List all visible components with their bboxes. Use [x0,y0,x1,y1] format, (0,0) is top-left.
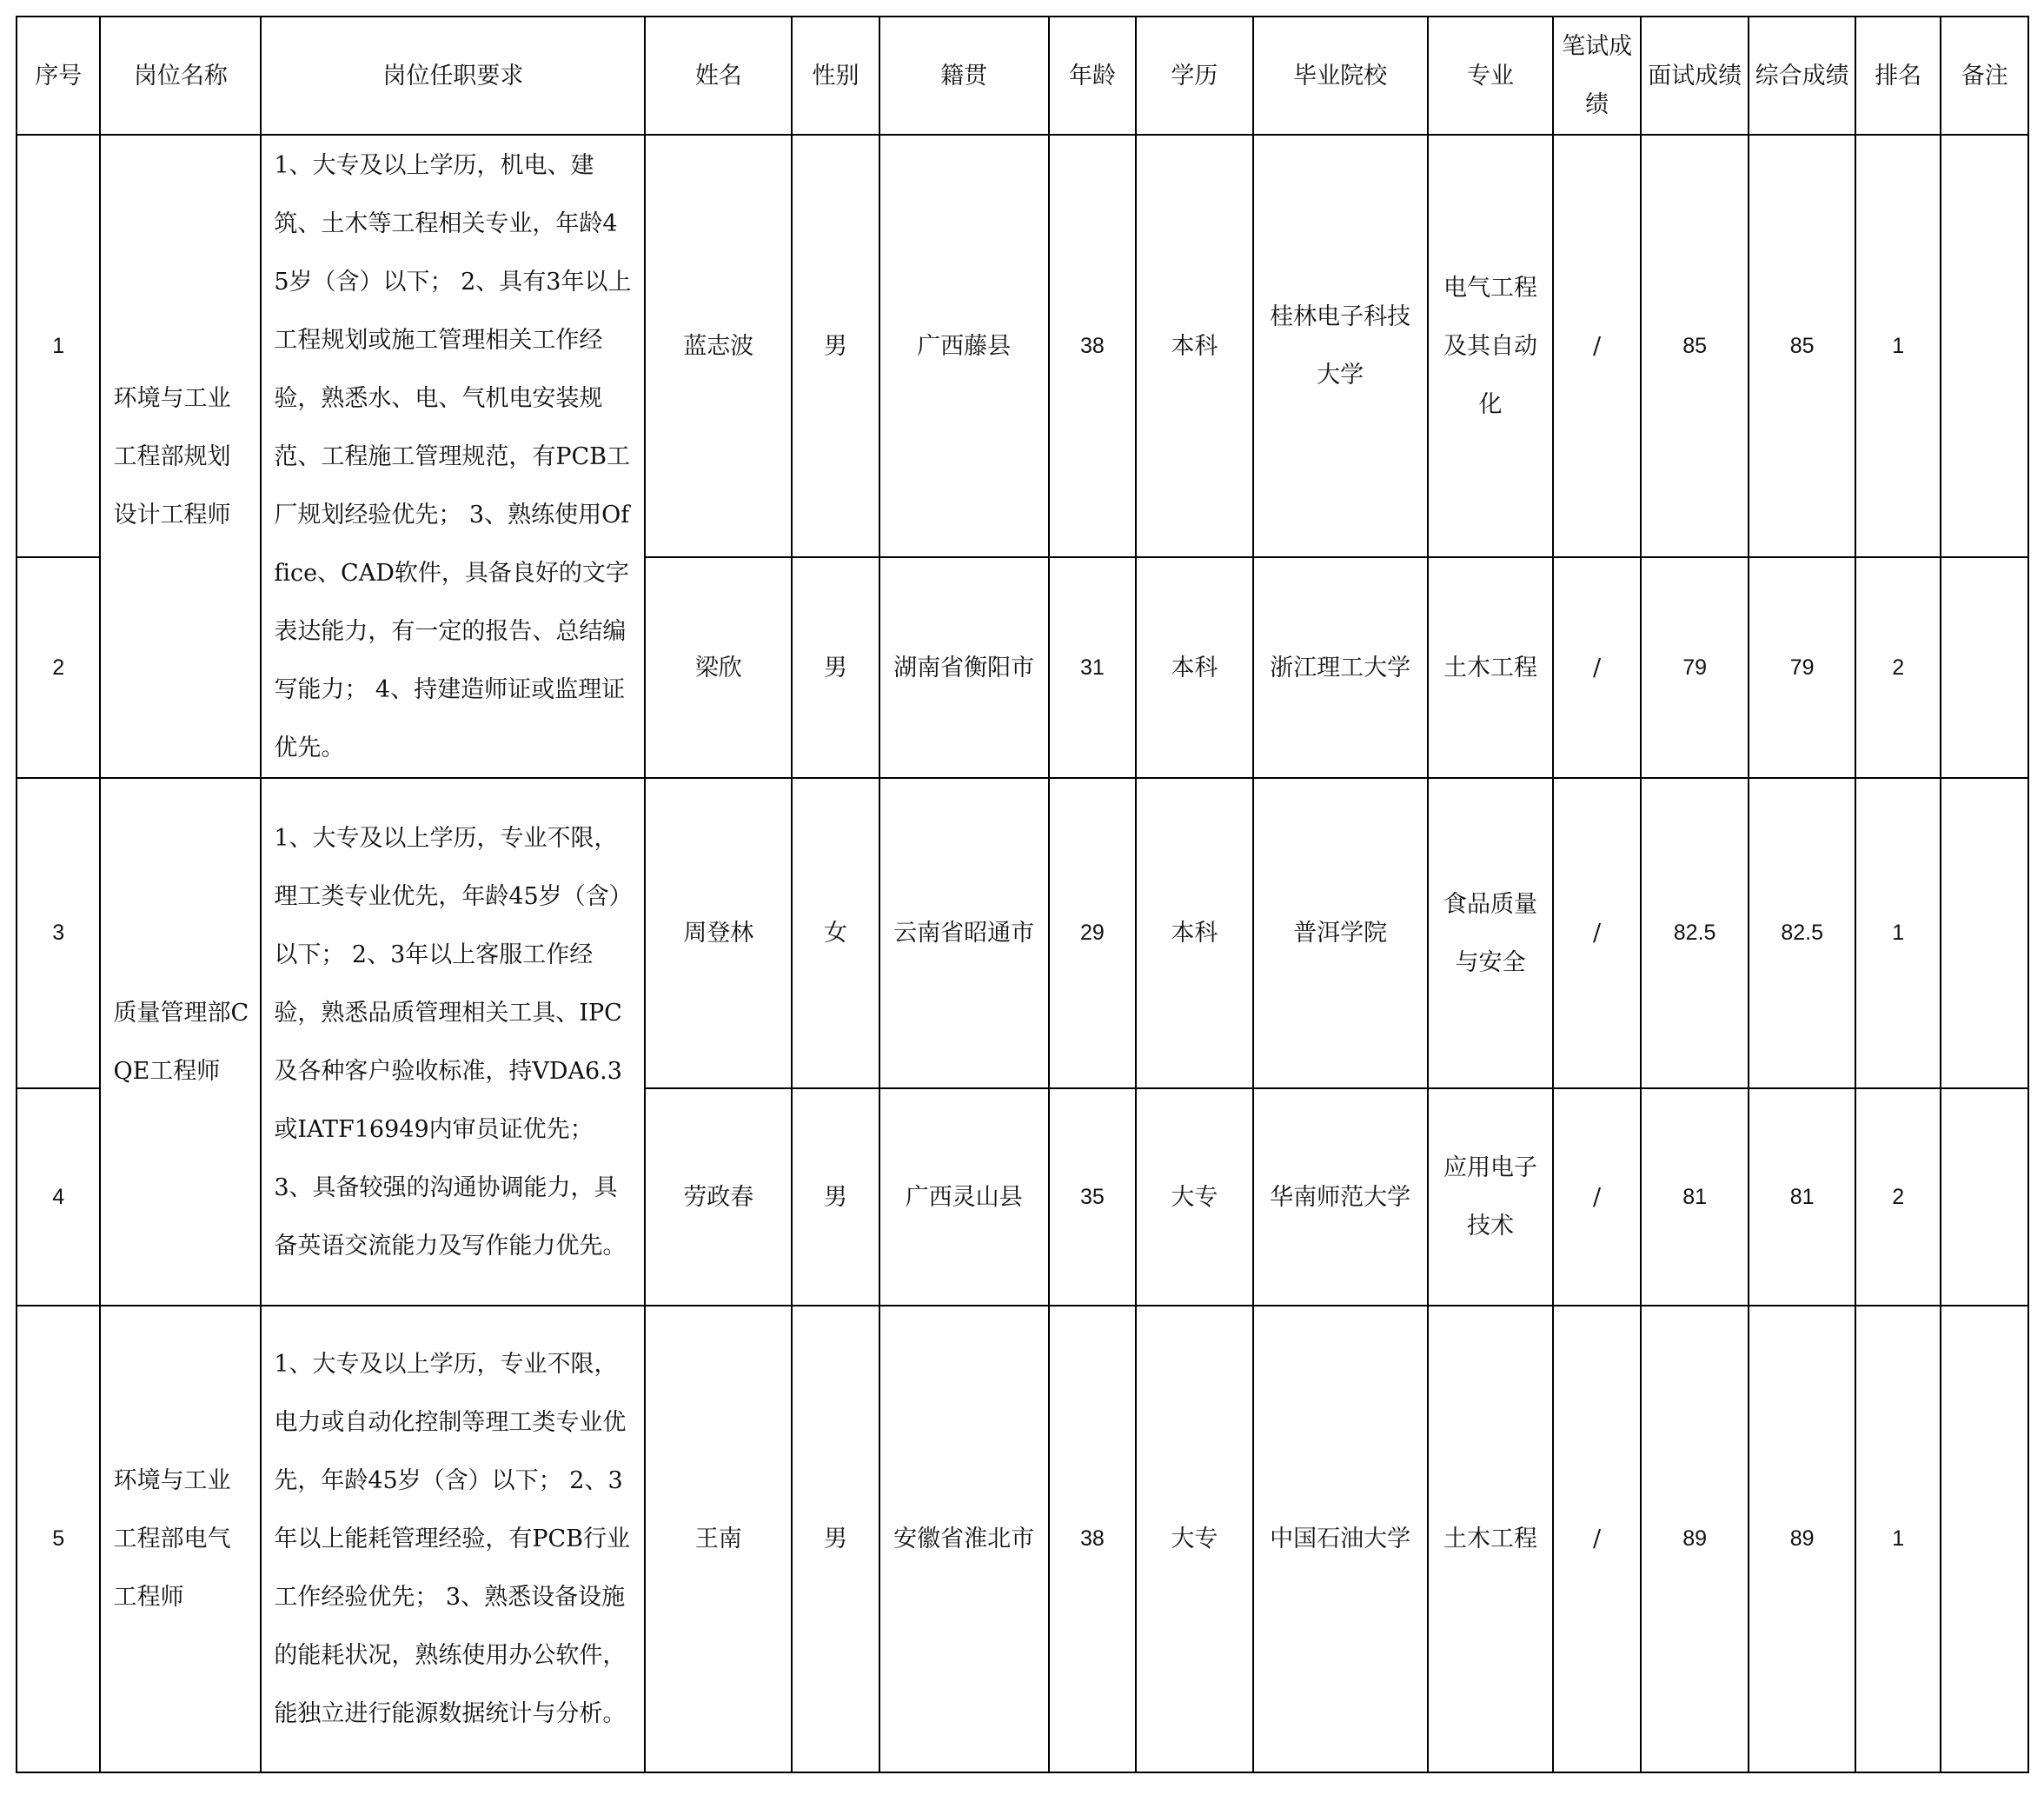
table-row [17,1306,2028,1772]
header-requirements: 岗位任职要求 [261,17,645,135]
cell-name: 劳政春 [645,1088,792,1306]
header-school: 毕业院校 [1253,17,1428,135]
cell-rank: 2 [1855,557,1941,778]
cell-origin: 云南省昭通市 [879,778,1049,1088]
cell-education: 本科 [1136,557,1253,778]
header-origin: 籍贯 [879,17,1049,135]
cell-gender: 男 [792,1088,879,1306]
cell-remark [1941,778,2028,1088]
cell-name: 周登林 [645,778,792,1088]
header-written-score: 笔试成绩 [1553,17,1640,135]
cell-origin: 广西藤县 [879,135,1049,557]
cell-written-score: / [1553,778,1640,1088]
header-gender: 性别 [792,17,879,135]
cell-requirements: 1、大专及以上学历，专业不限，理工类专业优先，年龄45岁（含）以下； 2、3年以上客服工作经验，熟悉品质管理相关工具、IPC及各种客户验收标准，持VDA6.3或IATF16949内审员证优先； 3、具备较强的沟通协调能力，具备英语交流能力及写作能力优先。 [261,778,645,1306]
cell-written-score: / [1553,135,1640,557]
cell-position-title: 环境与工业工程部规划设计工程师 [100,135,261,778]
cell-name: 蓝志波 [645,135,792,557]
cell-no: 1 [17,135,100,557]
cell-total-score: 79 [1749,557,1855,778]
cell-rank: 1 [1855,135,1941,557]
cell-major: 应用电子技术 [1428,1088,1554,1306]
cell-age: 29 [1049,778,1136,1088]
cell-written-score: / [1553,557,1640,778]
cell-written-score: / [1553,1306,1640,1772]
cell-no: 2 [17,557,100,778]
cell-remark [1941,135,2028,557]
cell-position-title: 环境与工业工程部电气工程师 [100,1306,261,1772]
cell-school: 浙江理工大学 [1253,557,1428,778]
header-total-score: 综合成绩 [1749,17,1855,135]
cell-age: 31 [1049,557,1136,778]
header-row [17,17,2028,135]
cell-interview-score: 79 [1641,557,1749,778]
cell-school: 桂林电子科技大学 [1253,135,1428,557]
header-position: 岗位名称 [100,17,261,135]
cell-no: 4 [17,1088,100,1306]
cell-interview-score: 89 [1641,1306,1749,1772]
cell-remark [1941,557,2028,778]
cell-school: 中国石油大学 [1253,1306,1428,1772]
header-major: 专业 [1428,17,1554,135]
cell-interview-score: 81 [1641,1088,1749,1306]
cell-rank: 1 [1855,1306,1941,1772]
cell-position-title: 质量管理部CQE工程师 [100,778,261,1306]
cell-remark [1941,1088,2028,1306]
recruitment-results-table [16,16,2029,1773]
header-age: 年龄 [1049,17,1136,135]
cell-interview-score: 85 [1641,135,1749,557]
cell-total-score: 82.5 [1749,778,1855,1088]
cell-major: 电气工程及其自动化 [1428,135,1554,557]
cell-gender: 男 [792,1306,879,1772]
table-row [17,135,2028,557]
cell-name: 梁欣 [645,557,792,778]
cell-name: 王南 [645,1306,792,1772]
cell-no: 5 [17,1306,100,1772]
cell-age: 38 [1049,135,1136,557]
cell-total-score: 89 [1749,1306,1855,1772]
cell-education: 本科 [1136,135,1253,557]
cell-age: 38 [1049,1306,1136,1772]
cell-total-score: 85 [1749,135,1855,557]
cell-rank: 2 [1855,1088,1941,1306]
header-remark: 备注 [1941,17,2028,135]
cell-written-score: / [1553,1088,1640,1306]
cell-total-score: 81 [1749,1088,1855,1306]
cell-gender: 男 [792,135,879,557]
cell-major: 土木工程 [1428,557,1554,778]
cell-origin: 安徽省淮北市 [879,1306,1049,1772]
cell-school: 华南师范大学 [1253,1088,1428,1306]
cell-major: 食品质量与安全 [1428,778,1554,1088]
header-rank: 排名 [1855,17,1941,135]
cell-education: 本科 [1136,778,1253,1088]
cell-origin: 广西灵山县 [879,1088,1049,1306]
cell-education: 大专 [1136,1088,1253,1306]
cell-requirements: 1、大专及以上学历，专业不限，电力或自动化控制等理工类专业优先，年龄45岁（含）以下； 2、3年以上能耗管理经验，有PCB行业工作经验优先； 3、熟悉设备设施的能耗状况，熟练使用办公软件，能独立进行能源数据统计与分析。 [261,1306,645,1772]
cell-origin: 湖南省衡阳市 [879,557,1049,778]
header-name: 姓名 [645,17,792,135]
cell-major: 土木工程 [1428,1306,1554,1772]
table-row [17,778,2028,1088]
header-education: 学历 [1136,17,1253,135]
header-no: 序号 [17,17,100,135]
cell-education: 大专 [1136,1306,1253,1772]
cell-remark [1941,1306,2028,1772]
header-interview-score: 面试成绩 [1641,17,1749,135]
cell-gender: 男 [792,557,879,778]
cell-school: 普洱学院 [1253,778,1428,1088]
cell-no: 3 [17,778,100,1088]
results-table-container [16,16,2029,1773]
cell-rank: 1 [1855,778,1941,1088]
cell-interview-score: 82.5 [1641,778,1749,1088]
cell-gender: 女 [792,778,879,1088]
cell-age: 35 [1049,1088,1136,1306]
cell-requirements: 1、大专及以上学历，机电、建筑、土木等工程相关专业，年龄45岁（含）以下； 2、具有3年以上工程规划或施工管理相关工作经验，熟悉水、电、气机电安装规范、工程施工管理规范，有PCB工厂规划经验优先； 3、熟练使用Office、CAD软件，具备良好的文字表达能力，有一定的报告、总结编写能力； 4、持建造师证或监理证优先。 [261,135,645,778]
